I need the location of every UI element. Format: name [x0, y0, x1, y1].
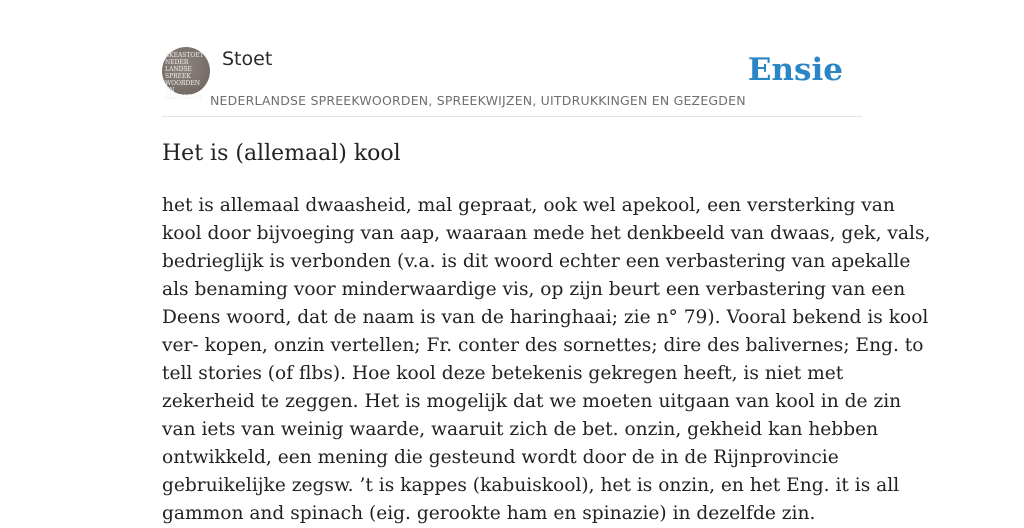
avatar-text: SKEASTOET NEDER LANDSE SPREEK WOORDEN EN GEZEGDEN	[165, 52, 204, 101]
brand-logo[interactable]: Ensie	[747, 52, 843, 88]
article-line: zekerheid te zeggen. Het is mogelijk dat we moeten uitgaan van kool in de zin	[162, 391, 902, 412]
article-line: Deens woord, dat de naam is van de haringhaai; zie n° 79). Vooral bekend is kool	[162, 307, 929, 328]
header	[162, 44, 862, 117]
article-line: ver- kopen, onzin vertellen; Fr. conter des sornettes; dire des balivernes; Eng. to	[162, 335, 924, 356]
source-subtitle[interactable]: NEDERLANDSE SPREEKWOORDEN, SPREEKWIJZEN, UITDRUKKINGEN EN GEZEGDEN	[210, 93, 746, 108]
author-name[interactable]: Stoet	[222, 48, 273, 70]
article-line: ontwikkeld, een mening die gesteund wordt door de in de Rijnprovincie	[162, 447, 839, 468]
article-line: tell stories (of flbs). Hoe kool deze betekenis gekregen heeft, is niet met	[162, 363, 844, 384]
page-title: Het is (allemaal) kool	[162, 141, 401, 166]
article-line: van iets van weinig waarde, waaruit zich de bet. onzin, gekheid kan hebben	[162, 419, 879, 440]
article-body	[162, 192, 931, 528]
article-line: het is allemaal dwaasheid, mal gepraat, ook wel apekool, een versterking van	[162, 195, 895, 216]
article-line: gammon and spinach (eig. gerookte ham en spinazie) in dezelfde zin.	[162, 503, 816, 524]
article-line: gebruikelijke zegsw. ’t is kappes (kabuiskool), het is onzin, en het Eng. it is all	[162, 475, 900, 496]
article-line: bedrieglijk is verbonden (v.a. is dit woord echter een verbastering van apekalle	[162, 251, 911, 272]
article-line: kool door bijvoeging van aap, waaraan mede het denkbeeld van dwaas, gek, vals,	[162, 223, 931, 244]
avatar[interactable]	[162, 47, 210, 101]
article-line: als benaming voor minderwaardige vis, op zijn beurt een verbastering van een	[162, 279, 906, 300]
